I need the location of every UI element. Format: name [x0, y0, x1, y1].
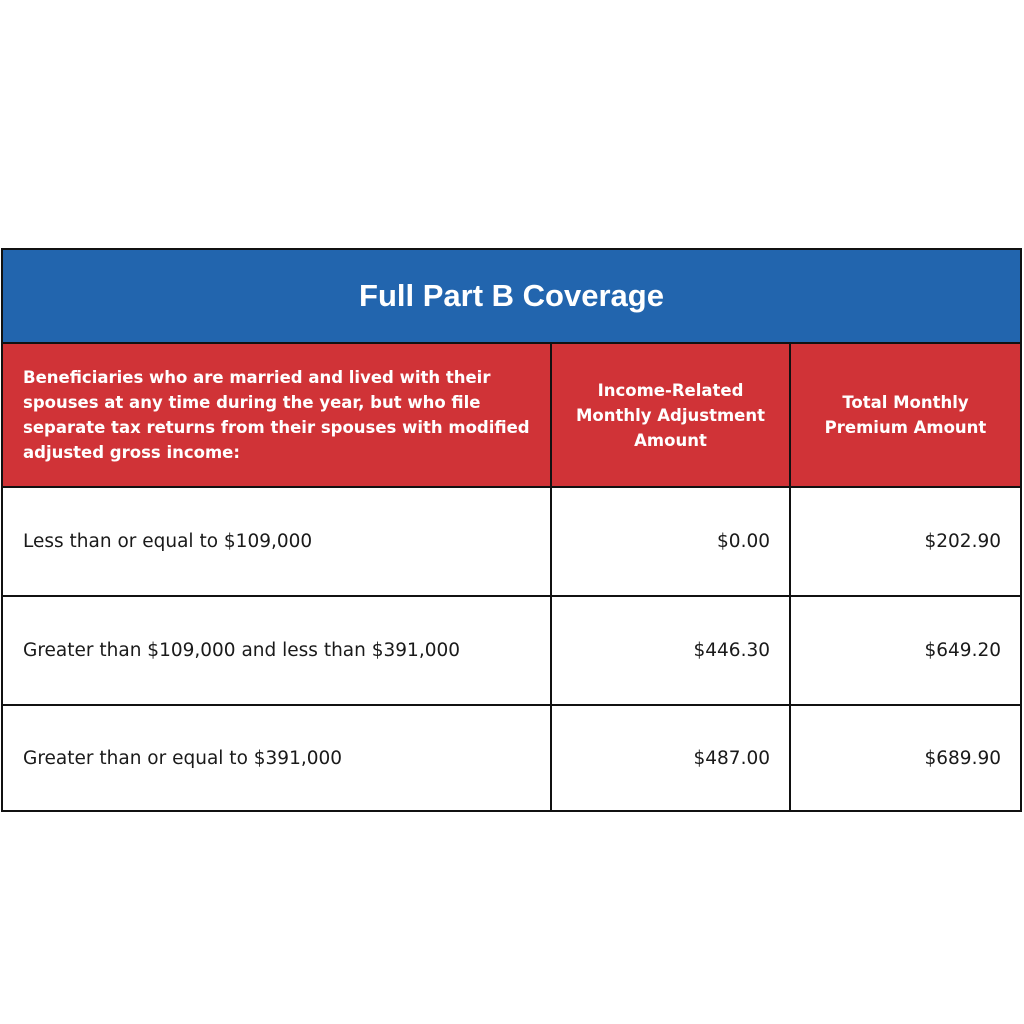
table-title-bar [3, 250, 1020, 344]
adjustment-amount-cell: $487.00 [552, 706, 791, 810]
header-total-premium: Total Monthly Premium Amount [824, 393, 987, 437]
table-row [3, 488, 1020, 597]
table-header-row [3, 344, 1020, 488]
adjustment-amount-cell: $446.30 [552, 597, 791, 704]
total-premium-cell: $689.90 [924, 747, 1001, 769]
total-premium-cell: $202.90 [924, 531, 1001, 552]
table-row [3, 706, 1020, 810]
adjustment-amount-cell: $0.00 [552, 488, 791, 595]
income-range-cell: Less than or equal to $109,000 [3, 488, 552, 595]
income-range-cell: Greater than or equal to $391,000 [3, 706, 552, 810]
table-row [3, 597, 1020, 706]
income-range-cell: Greater than $109,000 and less than $391,000 [3, 597, 552, 704]
header-income-criteria: Beneficiaries who are married and lived with their spouses at any time during the year, but who file separate tax returns from their spouses with modified adjusted gross income: [3, 344, 552, 486]
header-irmaa: Income-Related Monthly Adjustment Amount [552, 344, 791, 486]
total-premium-cell: $649.20 [924, 640, 1001, 661]
table-title: Full Part B Coverage [359, 278, 664, 313]
premium-table [1, 248, 1022, 812]
